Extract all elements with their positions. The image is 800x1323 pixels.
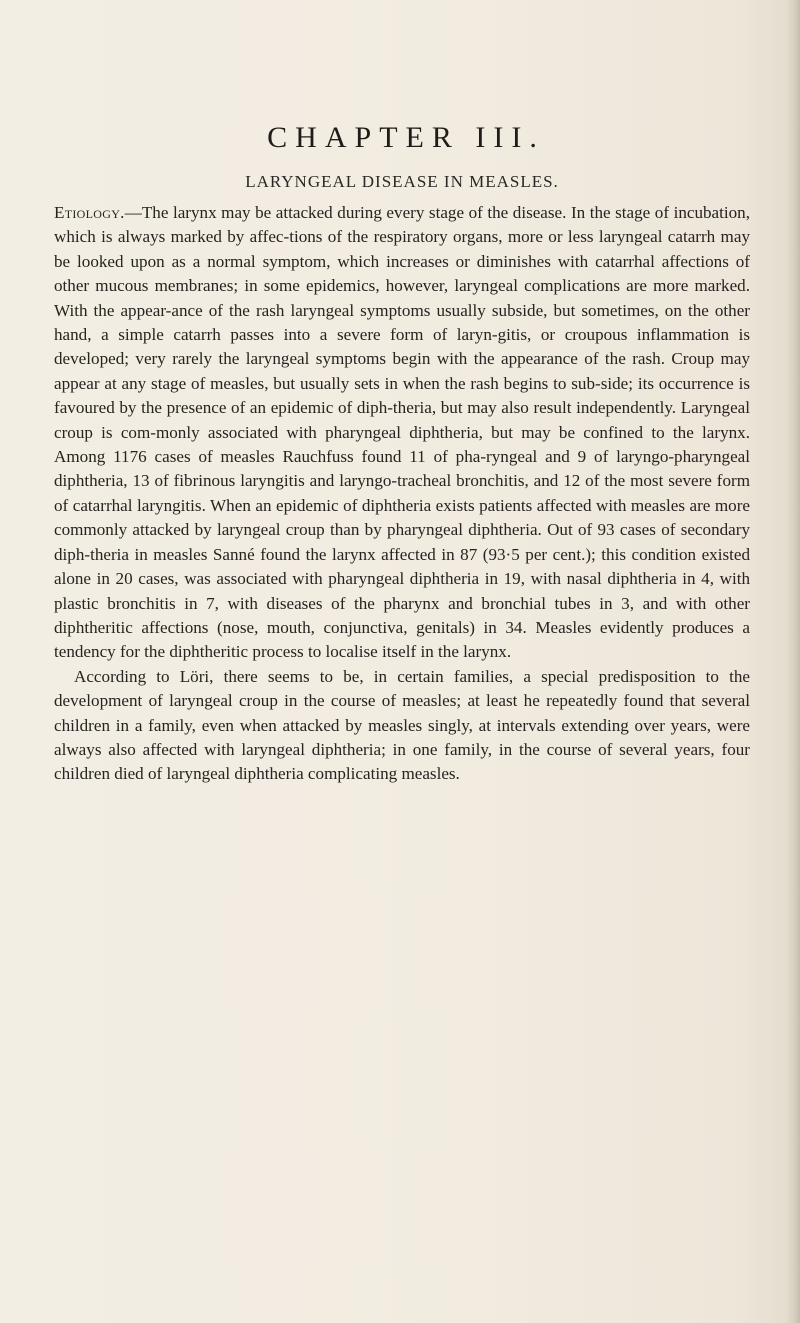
paragraph-familial-predisposition: According to Löri, there seems to be, in certain families, a special predisposition to the development of laryngeal croup in the course of measles; at least he repeatedly found that several children in a family, even when attacked by measles singly, at intervals extending over years, were always also affected with laryngeal diphtheria; in one family, in the course of several years, four children died of laryngeal diphtheria complicating measles.: [54, 666, 750, 784]
chapter-title: CHAPTER III.: [267, 121, 545, 154]
chapter-subtitle: LARYNGEAL DISEASE IN MEASLES.: [245, 172, 559, 191]
paragraph-etiology: [54, 201, 750, 665]
paragraph-body: —The larynx may be attacked during every stage of the disease. In the stage of incubation, which is always marked by affec-tions of the respiratory organs, more or less laryngeal catarrh may be looked upon as a normal symptom, which increases or diminishes with catarrhal affections of other mucous membranes; in some epidemics, however, laryngeal complications are more marked. With the appear-ance of the rash laryngeal symptoms usually subside, but sometimes, on the other hand, a simple catarrh passes into a severe form of laryn-gitis, or croupous inflammation is developed; very rarely the laryngeal symptoms begin with the appearance of the rash. Croup may appear at any stage of measles, but usually sets in when the rash begins to sub-side; its occurrence is favoured by the presence of an epidemic of diph-theria, but may also result independently. Laryngeal croup is com-monly associated with pharyngeal diphtheria, but may be confined to the larynx. Among 1176 cases of measles Rauchfuss found 11 of pha-ryngeal and 9 of laryngo-pharyngeal diphtheria, 13 of fibrinous laryngitis and laryngo-tracheal bronchitis, and 12 of the most severe form of catarrhal laryngitis. When an epidemic of diphtheria exists patients affected with measles are more commonly attacked by laryngeal croup than by pharyngeal diphtheria. Out of 93 cases of secondary diph-theria in measles Sanné found the larynx affected in 87 (93·5 per cent.); this condition existed alone in 20 cases, was associated with pharyngeal diphtheria in 19, with nasal diphtheria in 4, with plastic bronchitis in 7, with diseases of the pharynx and bronchial tubes in 3, and with other diphtheritic affections (nose, mouth, conjunctiva, genitals) in 34. Measles evidently produces a tendency for the diphtheritic process to localise itself in the larynx.: [54, 203, 750, 662]
paragraph-lead-heading: Etiology.: [54, 203, 125, 222]
page-content: [54, 118, 750, 787]
page-edge-shadow: [786, 0, 800, 1323]
